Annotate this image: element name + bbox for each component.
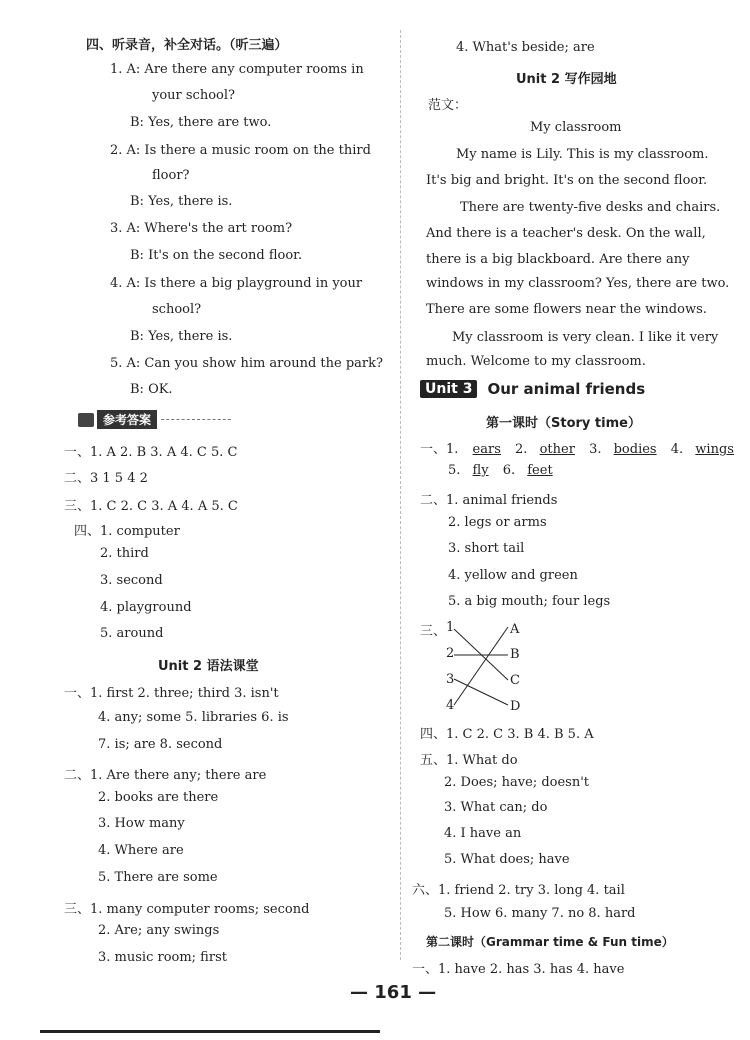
story-2-4: 4. yellow and green <box>448 568 578 583</box>
answer-word: wings <box>695 442 734 457</box>
column-divider <box>400 30 401 960</box>
grammar-1-line-2: 4. any; some 5. libraries 6. is <box>98 710 289 725</box>
essay-line-9: much. Welcome to my classroom. <box>426 354 646 369</box>
match-right-c: C <box>510 673 520 688</box>
q-prefix: 一、1. <box>420 442 459 457</box>
lesson-2-heading: 第二课时（Grammar time & Fun time） <box>426 935 674 949</box>
answer-section-4-5: 5. around <box>100 626 164 641</box>
story-2-1: 二、1. animal friends <box>420 493 558 508</box>
dialog-2-a: 2. A: Is there a music room on the third <box>110 143 371 158</box>
grammar-time-answers: 一、1. have 2. has 3. has 4. have <box>412 962 625 977</box>
lesson-1-heading: 第一课时（Story time） <box>486 416 641 431</box>
essay-line-3: There are twenty-five desks and chairs. <box>460 200 721 215</box>
story-5-1: 五、1. What do <box>420 753 518 768</box>
unit3-header <box>420 380 645 398</box>
story-answers-1-row-1 <box>420 438 734 457</box>
dialog-1-b: B: Yes, there are two. <box>130 115 272 130</box>
match-right-a: A <box>510 622 520 637</box>
grammar-3-2: 2. Are; any swings <box>98 923 220 938</box>
match-line-3-d <box>454 679 508 705</box>
answer-word: bodies <box>613 442 657 457</box>
match-left-3: 3 <box>446 672 455 687</box>
grammar-1-line-3: 7. is; are 8. second <box>98 737 223 752</box>
grammar-2-5: 5. There are some <box>98 870 218 885</box>
answer-section-4-4: 4. playground <box>100 600 192 615</box>
story-6-row-2: 5. How 6. many 7. no 8. hard <box>444 906 636 921</box>
essay-line-1: My name is Lily. This is my classroom. <box>456 147 709 162</box>
answer-section-2: 二、3 1 5 4 2 <box>64 471 148 486</box>
dialog-1-a: 1. A: Are there any computer rooms in <box>110 62 364 77</box>
story-4: 四、1. C 2. C 3. B 4. B 5. A <box>420 727 594 742</box>
story-5-3: 3. What can; do <box>444 800 548 815</box>
story-5-4: 4. I have an <box>444 826 522 841</box>
essay-title: My classroom <box>530 120 622 135</box>
unit2-grammar-heading: Unit 2 语法课堂 <box>158 659 259 674</box>
q-number: 4. <box>670 442 684 457</box>
matching-prefix: 三、 <box>420 624 447 639</box>
sample-label: 范文： <box>428 98 468 113</box>
banner-rule <box>161 419 231 420</box>
match-left-4: 4 <box>446 698 455 713</box>
match-left-2: 2 <box>446 646 455 661</box>
grammar-2-1: 二、1. Are there any; there are <box>64 768 267 783</box>
dialog-2-a-cont: floor? <box>152 168 190 183</box>
dialog-4-a: 4. A: Is there a big playground in your <box>110 276 363 291</box>
answer-word: fly <box>472 463 489 478</box>
dialog-5-b: B: OK. <box>130 382 173 397</box>
bottom-rule <box>40 1030 380 1033</box>
q-number: 6. <box>502 463 516 478</box>
answer-book-icon <box>78 413 94 427</box>
q-number: 5. <box>448 463 461 478</box>
story-6-row-1: 六、1. friend 2. try 3. long 4. tail <box>412 883 625 898</box>
q-number: 2. <box>515 442 528 457</box>
dialog-3-b: B: It's on the second floor. <box>130 248 303 263</box>
answer-continued: 4. What's beside; are <box>456 40 595 55</box>
answer-section-4-2: 2. third <box>100 546 149 561</box>
grammar-2-4: 4. Where are <box>98 843 184 858</box>
unit3-title: Our animal friends <box>487 380 646 398</box>
match-left-1: 1 <box>446 620 455 635</box>
essay-line-4: And there is a teacher's desk. On the wall, <box>426 226 706 241</box>
left-column <box>64 0 388 1000</box>
unit2-writing-heading: Unit 2 写作园地 <box>516 72 617 87</box>
story-2-5: 5. a big mouth; four legs <box>448 594 611 609</box>
essay-line-7: There are some flowers near the windows. <box>426 302 707 317</box>
dialog-3-a: 3. A: Where's the art room? <box>110 221 293 236</box>
dialog-1-a-cont: your school? <box>152 88 235 103</box>
grammar-3-1: 三、1. many computer rooms; second <box>64 902 310 917</box>
essay-line-2: It's big and bright. It's on the second floor. <box>426 173 708 188</box>
answer-key-banner <box>78 410 231 429</box>
story-answers-1-row-2 <box>448 463 553 478</box>
match-right-b: B <box>510 647 520 662</box>
right-column <box>412 0 734 1000</box>
essay-line-8: My classroom is very clean. I like it very <box>452 330 719 345</box>
dialog-4-a-cont: school? <box>152 302 202 317</box>
answer-section-4-1: 四、1. computer <box>74 524 180 539</box>
dialog-4-b: B: Yes, there is. <box>130 329 233 344</box>
grammar-2-2: 2. books are there <box>98 790 219 805</box>
unit3-tag: Unit 3 <box>420 380 477 398</box>
answer-word: ears <box>472 442 501 457</box>
story-2-2: 2. legs or arms <box>448 515 547 530</box>
essay-line-6: windows in my classroom? Yes, there are two. <box>426 276 730 291</box>
q-number: 3. <box>589 442 602 457</box>
grammar-2-3: 3. How many <box>98 816 185 831</box>
answer-section-4-3: 3. second <box>100 573 163 588</box>
match-line-4-a <box>454 627 508 705</box>
dialog-5-a: 5. A: Can you show him around the park? <box>110 356 383 371</box>
answer-key-label: 参考答案 <box>97 410 157 429</box>
matching-lines <box>420 615 540 715</box>
grammar-1-line-1: 一、1. first 2. three; third 3. isn't <box>64 686 279 701</box>
story-5-2: 2. Does; have; doesn't <box>444 775 590 790</box>
answer-section-1: 一、1. A 2. B 3. A 4. C 5. C <box>64 445 238 460</box>
match-right-d: D <box>510 699 521 714</box>
story-5-5: 5. What does; have <box>444 852 570 867</box>
answer-section-3: 三、1. C 2. C 3. A 4. A 5. C <box>64 499 238 514</box>
story-2-3: 3. short tail <box>448 541 525 556</box>
dialog-2-b: B: Yes, there is. <box>130 194 233 209</box>
answer-word: feet <box>527 463 553 478</box>
essay-line-5: there is a big blackboard. Are there any <box>426 252 690 267</box>
grammar-3-3: 3. music room; first <box>98 950 227 965</box>
section-4-title: 四、听录音，补全对话。（听三遍） <box>86 38 288 53</box>
answer-word: other <box>539 442 575 457</box>
page-number: — 161 — <box>350 982 437 1003</box>
